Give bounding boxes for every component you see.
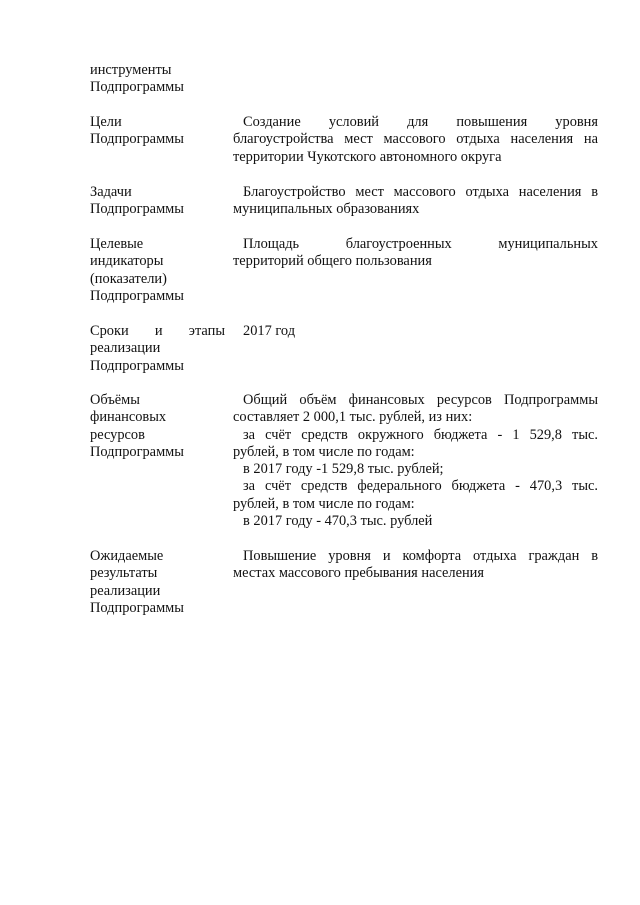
label-line: инструменты [90,62,172,78]
label-line: Подпрограммы [90,599,184,616]
row-label [90,114,225,149]
label-line: реализации [90,582,161,599]
value-line: Создание условий для повышения уровня [243,114,598,130]
value-line: составляет 2 000,1 тыс. рублей, из них: [233,409,473,426]
value-line: местах массового пребывания населения [233,565,484,582]
row-value [233,184,598,219]
row-value [233,323,598,340]
label-line: Подпрограммы [90,443,184,460]
label-line: Целевые [90,236,144,252]
value-line: муниципальных образованиях [233,201,420,218]
value-line: в 2017 году - 470,3 тыс. рублей [243,513,433,530]
value-line: за счёт средств окружного бюджета - 1 529,8 тыс. [243,426,598,443]
label-line: Объёмы [90,392,140,408]
label-line: Ожидаемые [90,548,164,564]
label-line: Сроки и этапы [90,323,225,339]
label-line: финансовых [90,409,167,426]
value-line: Площадь благоустроенных муниципальных [243,236,598,252]
value-line: благоустройства мест массового отдыха населения на [233,131,598,148]
label-line: индикаторы [90,253,164,270]
value-line: Благоустройство мест массового отдыха населения в [243,184,598,200]
row-value [233,392,598,530]
label-line: Подпрограммы [90,287,184,304]
label-line: Подпрограммы [90,201,184,218]
row-label [90,236,225,305]
row-value [233,548,598,583]
value-line: Повышение уровня и комфорта отдыха граждан в [243,548,598,564]
label-line: реализации [90,340,161,357]
label-line: Подпрограммы [90,131,184,148]
value-line: территорий общего пользования [233,253,432,270]
label-line: Подпрограммы [90,357,184,374]
value-line: за счёт средств федерального бюджета - 470,3 тыс. [243,478,598,495]
label-line: результаты [90,565,158,582]
row-label [90,184,225,219]
value-line: Общий объём финансовых ресурсов Подпрограммы [243,392,598,408]
value-line: рублей, в том числе по годам: [233,495,415,512]
label-line: Цели [90,114,122,130]
label-line: ресурсов [90,426,145,443]
row-label [90,323,225,375]
value-line: рублей, в том числе по годам: [233,443,415,460]
row-label [90,392,225,461]
label-line: (показатели) [90,270,167,287]
value-line: в 2017 году -1 529,8 тыс. рублей; [243,461,444,478]
row-value [233,114,598,166]
value-line: территории Чукотского автономного округа [233,148,502,165]
row-label [90,62,225,97]
value-line: 2017 год [243,323,296,339]
row-label [90,548,225,617]
label-line: Подпрограммы [90,79,184,96]
row-value [233,236,598,271]
label-line: Задачи [90,184,132,200]
